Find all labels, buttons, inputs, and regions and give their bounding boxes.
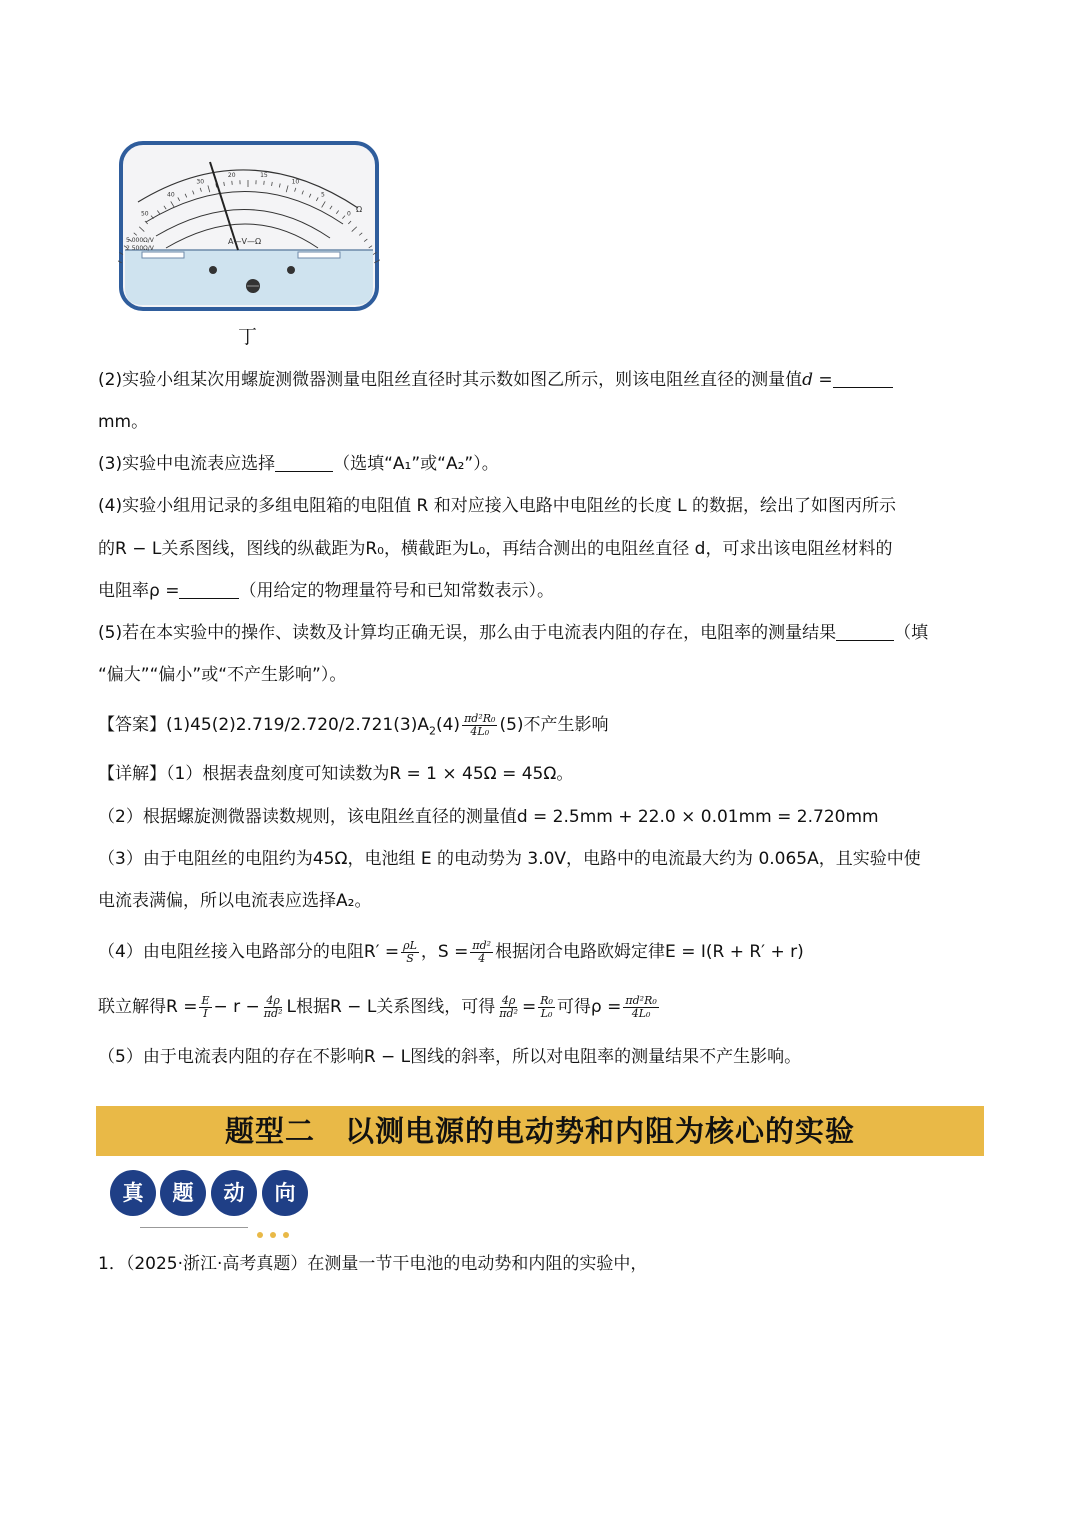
- q4-line3: [98, 579, 554, 603]
- dial-scale-label: 10: [291, 178, 300, 186]
- answer-blank-rho[interactable]: [179, 580, 239, 599]
- answer-blank-effect[interactable]: [836, 622, 894, 641]
- answer-sub: 2: [428, 724, 436, 738]
- q3-text: (3)实验中电流表应选择: [98, 454, 276, 474]
- answer-part3: (5)不产生影响: [499, 715, 609, 735]
- section-title: 题型二 以测电源的电动势和内阻为核心的实验: [224, 1114, 855, 1148]
- q2-line2: mm。: [98, 412, 149, 432]
- badge-4: 向: [262, 1170, 308, 1216]
- detail-label: 【详解】: [98, 764, 166, 784]
- dial-scale-label: 20: [227, 171, 236, 179]
- dial-scale-label: 30: [196, 178, 205, 186]
- q4-hint: （用给定的物理量符号和已知常数表示）。: [239, 581, 554, 601]
- multimeter-figure: [118, 140, 380, 312]
- figure-caption: 丁: [238, 326, 258, 348]
- detail-line5: （4）由电阻丝接入电路部分的电阻R′ = $\frac{\rho L}{S}$ ，S = $\frac{\text{πd²}}{4}$ 根据闭合电路欧姆定律E = I(R + R′ + r): [98, 938, 804, 965]
- q4-line2: 的R − L关系图线，图线的纵截距为R₀，横截距为L₀，再结合测出的电阻丝直径 d，可求出该电阻丝材料的: [98, 539, 893, 559]
- detail-line6: 联立解得R = $\frac{E}{I}$ − r − $\frac{4\rho}{\text{πd²}}$ L根据R − L关系图线，可得 $\frac{4\rho}{\text{πd²}}$ = $\frac{\text{R₀}}{\text{L₀}}$ 可得ρ = $\frac{\text{πd²R₀}}{\text{4L₀}}$: [98, 993, 657, 1020]
- dial-label: A—V—Ω: [228, 237, 262, 246]
- q5-fill: （填: [894, 623, 929, 643]
- q3-line: [98, 452, 499, 476]
- detail-line3: （3）由于电阻丝的电阻约为45Ω，电池组 E 的电动势为 3.0V，电路中的电流最大约为 0.065A，且实验中使: [98, 849, 921, 869]
- q5-line1: [98, 621, 928, 645]
- dial-scale-label: 40: [167, 191, 175, 199]
- detail-s1: （1）根据表盘刻度可知读数为R = 1 × 45Ω = 45Ω。: [166, 764, 574, 784]
- q5-line2: “偏大”“偏小”或“不产生影响”）。: [98, 665, 347, 685]
- dial-scale-label: 15: [260, 171, 268, 179]
- question-1: 1．（2025·浙江·高考真题）在测量一节干电池的电动势和内阻的实验中，: [98, 1254, 648, 1274]
- q2-var: d =: [802, 370, 833, 390]
- q3-options: （选填“A₁”或“A₂”）。: [333, 454, 499, 474]
- q2-line1: [98, 368, 893, 392]
- answer-label: 【答案】: [98, 715, 166, 735]
- answer-line: [98, 710, 609, 746]
- ohm-symbol: Ω: [356, 205, 363, 214]
- q2-text: (2)实验小组某次用螺旋测微器测量电阻丝直径时其示数如图乙所示，则该电阻丝直径的测量值: [98, 370, 803, 390]
- q5-text: (5)若在本实验中的操作、读数及计算均正确无误，那么由于电流表内阻的存在，电阻率的测量结果: [98, 623, 837, 643]
- badge-dots: [256, 1224, 296, 1243]
- dial-scale-label: 50: [140, 210, 149, 218]
- badge-underline: [140, 1227, 248, 1228]
- badge-3: 动: [211, 1170, 257, 1216]
- q4-rho: 电阻率ρ =: [98, 581, 180, 601]
- dial-scale-label: 0: [347, 210, 351, 218]
- detail-line2: （2）根据螺旋测微器读数规则，该电阻丝直径的测量值d = 2.5mm + 22.0 × 0.01mm = 2.720mm: [98, 807, 879, 827]
- section-banner: [96, 1106, 984, 1156]
- answer-part2: (4): [435, 715, 461, 735]
- answer-part1: (1)45(2)2.719/2.720/2.721(3)A: [166, 715, 429, 735]
- dial-scale-label: 5: [321, 191, 325, 199]
- detail-line4: 电流表满偏，所以电流表应选择A₂。: [98, 891, 372, 911]
- detail-line7: （5）由于电流表内阻的存在不影响R − L图线的斜率，所以对电阻率的测量结果不产生影响。: [98, 1047, 802, 1067]
- answer-blank-ammeter[interactable]: [275, 453, 333, 472]
- badge-1: 真: [110, 1170, 156, 1216]
- answer-fraction: $\frac{\text{πd²R₀}}{\text{4L₀}}$: [464, 711, 496, 738]
- q4-line1: (4)实验小组用记录的多组电阻箱的电阻值 R 和对应接入电路中电阻丝的长度 L 的数据，绘出了如图丙所示: [98, 496, 896, 516]
- sensitivity-label-2: 2 500Ω/V: [126, 245, 154, 252]
- detail-line1: [98, 762, 573, 786]
- badge-2: 题: [160, 1170, 206, 1216]
- sensitivity-label-1: 5 000Ω/V: [126, 237, 154, 244]
- answer-blank-d[interactable]: [833, 369, 893, 388]
